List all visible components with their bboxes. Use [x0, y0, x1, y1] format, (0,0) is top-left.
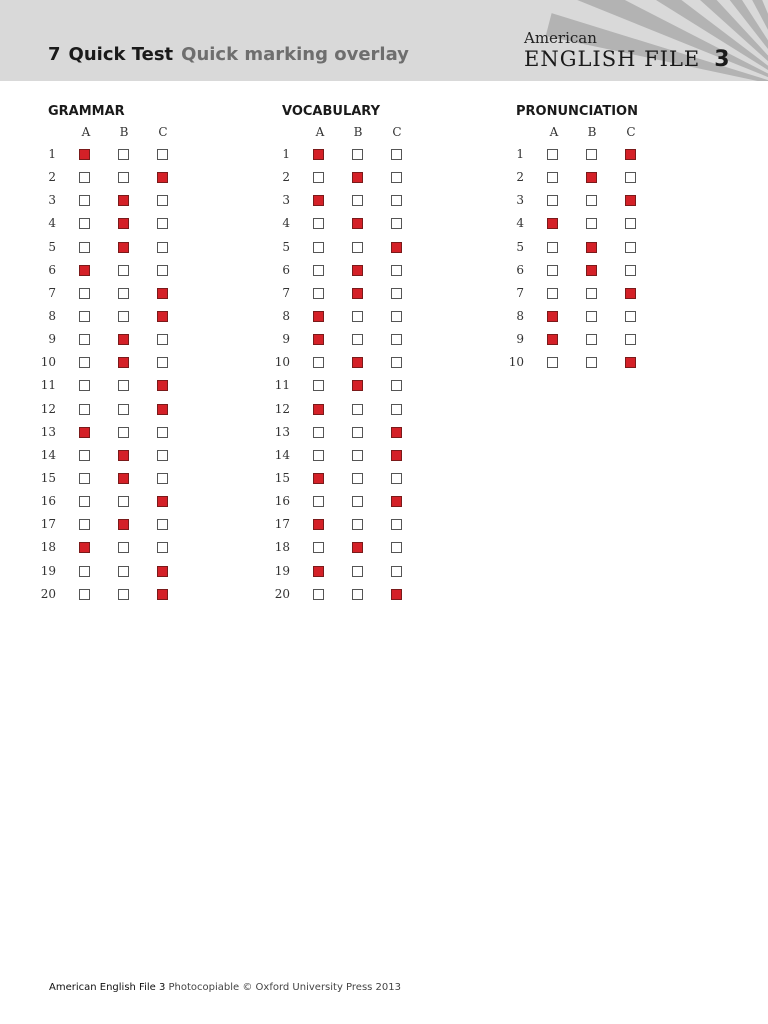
page-footer — [49, 982, 401, 993]
answer-box-marked — [352, 172, 363, 183]
answer-row — [274, 328, 474, 351]
question-number: 12 — [40, 401, 56, 416]
answer-box-marked — [79, 542, 90, 553]
question-number: 8 — [282, 308, 290, 323]
answer-box — [391, 149, 402, 160]
answer-box — [313, 589, 324, 600]
answer-grid — [508, 143, 708, 374]
question-number: 19 — [40, 563, 56, 578]
answer-box — [352, 519, 363, 530]
answer-box-marked — [313, 311, 324, 322]
answer-box — [157, 149, 168, 160]
answer-row — [40, 351, 240, 374]
column-header-a: A — [549, 125, 559, 139]
answer-row — [40, 560, 240, 583]
answer-box-marked — [586, 172, 597, 183]
answer-box — [391, 195, 402, 206]
question-number: 2 — [48, 170, 56, 185]
page-title — [48, 44, 409, 65]
answer-box-marked — [352, 218, 363, 229]
answer-box — [118, 542, 129, 553]
answer-row — [274, 513, 474, 536]
question-number: 3 — [516, 193, 524, 208]
answer-grid — [274, 143, 474, 606]
answer-box — [352, 589, 363, 600]
column-header-c: C — [392, 125, 402, 139]
answer-box — [157, 519, 168, 530]
answer-box — [79, 195, 90, 206]
answer-box — [79, 380, 90, 391]
answer-box — [157, 542, 168, 553]
question-number: 12 — [274, 401, 290, 416]
answer-row — [274, 351, 474, 374]
answer-box — [352, 566, 363, 577]
answer-box — [391, 288, 402, 299]
answer-box — [157, 357, 168, 368]
answer-box — [118, 265, 129, 276]
answer-box — [118, 380, 129, 391]
answer-box — [352, 427, 363, 438]
question-number: 9 — [48, 332, 56, 347]
answer-box-marked — [157, 566, 168, 577]
answer-box — [391, 265, 402, 276]
answer-box — [313, 450, 324, 461]
question-number: 16 — [40, 494, 56, 509]
footer-book-title: American English File 3 — [49, 982, 166, 993]
answer-box — [586, 311, 597, 322]
answer-box — [79, 450, 90, 461]
answer-box — [586, 149, 597, 160]
answer-row — [508, 259, 708, 282]
answer-box-marked — [391, 427, 402, 438]
answer-box-marked — [625, 149, 636, 160]
answer-box — [547, 288, 558, 299]
answer-row — [40, 305, 240, 328]
answer-box — [547, 149, 558, 160]
question-number: 2 — [282, 170, 290, 185]
question-number: 18 — [274, 540, 290, 555]
answer-box — [352, 404, 363, 415]
answer-box-marked — [352, 265, 363, 276]
answer-box — [157, 427, 168, 438]
answer-box — [586, 334, 597, 345]
answer-box — [313, 288, 324, 299]
answer-box — [157, 334, 168, 345]
answer-box — [391, 172, 402, 183]
answer-box — [79, 589, 90, 600]
question-number: 1 — [48, 147, 56, 161]
answer-box — [391, 380, 402, 391]
answer-box-marked — [352, 357, 363, 368]
answer-box-marked — [157, 311, 168, 322]
answer-row — [40, 328, 240, 351]
answer-box-marked — [391, 589, 402, 600]
answer-box-marked — [79, 265, 90, 276]
answer-row — [274, 166, 474, 189]
answer-row — [40, 583, 240, 606]
answer-row — [40, 490, 240, 513]
answer-box-marked — [547, 218, 558, 229]
answer-row — [40, 467, 240, 490]
answer-box — [79, 566, 90, 577]
answer-box-marked — [157, 404, 168, 415]
answer-box-marked — [313, 195, 324, 206]
answer-box — [547, 357, 558, 368]
answer-box-marked — [118, 450, 129, 461]
answer-row — [508, 212, 708, 235]
answer-row — [508, 328, 708, 351]
answer-box — [118, 496, 129, 507]
level-number: 3 — [714, 47, 730, 72]
answer-row — [274, 490, 474, 513]
answer-box — [391, 473, 402, 484]
question-number: 15 — [40, 470, 56, 485]
question-number: 13 — [274, 424, 290, 439]
answer-box-marked — [157, 496, 168, 507]
column-headers — [274, 125, 474, 143]
question-number: 6 — [282, 262, 290, 277]
answer-box-marked — [625, 357, 636, 368]
answer-box — [313, 242, 324, 253]
question-number: 5 — [516, 239, 524, 254]
answer-row — [40, 236, 240, 259]
answer-box — [79, 218, 90, 229]
question-number: 10 — [508, 355, 524, 370]
answer-box — [79, 357, 90, 368]
answer-box-marked — [586, 242, 597, 253]
question-number: 17 — [274, 517, 290, 532]
answer-box-marked — [157, 172, 168, 183]
question-number: 9 — [516, 332, 524, 347]
answer-row — [40, 374, 240, 397]
answer-box — [352, 473, 363, 484]
answer-box — [118, 566, 129, 577]
answer-box-marked — [118, 242, 129, 253]
answer-box — [391, 218, 402, 229]
answer-box — [547, 265, 558, 276]
answer-box — [352, 242, 363, 253]
column-header-a: A — [81, 125, 91, 139]
column-header-b: B — [353, 125, 363, 139]
answer-row — [40, 166, 240, 189]
question-number: 9 — [282, 332, 290, 347]
answer-box-marked — [313, 566, 324, 577]
answer-box-marked — [391, 242, 402, 253]
answer-box — [547, 242, 558, 253]
question-number: 8 — [48, 308, 56, 323]
answer-box — [391, 404, 402, 415]
question-number: 6 — [48, 262, 56, 277]
answer-row — [274, 444, 474, 467]
question-number: 19 — [274, 563, 290, 578]
question-number: 2 — [516, 170, 524, 185]
question-number: 14 — [274, 447, 290, 462]
question-number: 5 — [282, 239, 290, 254]
question-number: 8 — [516, 308, 524, 323]
answer-box — [391, 357, 402, 368]
answer-box — [625, 334, 636, 345]
answer-row — [274, 212, 474, 235]
answer-row — [274, 374, 474, 397]
answer-box — [79, 311, 90, 322]
section-title: PRONUNCIATION — [516, 104, 638, 119]
answer-box — [313, 496, 324, 507]
answer-box — [157, 195, 168, 206]
answer-box — [313, 265, 324, 276]
answer-row — [40, 212, 240, 235]
answer-box — [352, 311, 363, 322]
answer-box-marked — [625, 288, 636, 299]
answer-box-marked — [157, 380, 168, 391]
answer-box — [79, 473, 90, 484]
answer-box — [352, 496, 363, 507]
answer-box-marked — [118, 473, 129, 484]
answer-row — [40, 259, 240, 282]
answer-box — [118, 311, 129, 322]
column-header-c: C — [158, 125, 168, 139]
answer-box — [547, 195, 558, 206]
answer-box-marked — [118, 519, 129, 530]
answer-row — [40, 421, 240, 444]
answer-box — [118, 149, 129, 160]
question-number: 6 — [516, 262, 524, 277]
brand-top-text: American — [524, 29, 597, 47]
answer-box-marked — [547, 311, 558, 322]
answer-box — [157, 473, 168, 484]
question-number: 11 — [40, 378, 56, 393]
answer-row — [274, 467, 474, 490]
answer-row — [40, 189, 240, 212]
answer-row — [274, 398, 474, 421]
answer-row — [274, 143, 474, 166]
column-header-c: C — [626, 125, 636, 139]
answer-box — [118, 589, 129, 600]
answer-box-marked — [118, 357, 129, 368]
answer-box — [118, 172, 129, 183]
answer-box — [157, 450, 168, 461]
question-number: 11 — [274, 378, 290, 393]
brand-logo — [524, 30, 730, 72]
page-header — [0, 0, 768, 81]
answer-row — [508, 351, 708, 374]
column-header-a: A — [315, 125, 325, 139]
answer-box-marked — [352, 380, 363, 391]
question-number: 18 — [40, 540, 56, 555]
answer-box — [391, 519, 402, 530]
brand-main-text: ENGLISH FILE — [524, 47, 701, 71]
answer-row — [508, 189, 708, 212]
answer-box — [586, 357, 597, 368]
answer-box — [313, 380, 324, 391]
answer-box-marked — [586, 265, 597, 276]
answer-box — [79, 404, 90, 415]
answer-row — [40, 143, 240, 166]
answer-box-marked — [157, 589, 168, 600]
answer-row — [274, 560, 474, 583]
answer-box — [625, 242, 636, 253]
answer-box-marked — [118, 218, 129, 229]
answer-row — [274, 583, 474, 606]
answer-box — [391, 311, 402, 322]
column-headers — [508, 125, 708, 143]
answer-row — [508, 143, 708, 166]
answer-box — [118, 427, 129, 438]
question-number: 13 — [40, 424, 56, 439]
answer-row — [274, 282, 474, 305]
answer-row — [274, 421, 474, 444]
answer-box — [79, 172, 90, 183]
answer-row — [274, 259, 474, 282]
question-number: 7 — [48, 285, 56, 300]
answer-row — [508, 166, 708, 189]
question-number: 10 — [40, 355, 56, 370]
answer-box-marked — [352, 542, 363, 553]
section-title: GRAMMAR — [48, 104, 125, 119]
answer-row — [40, 513, 240, 536]
column-header-b: B — [587, 125, 597, 139]
answer-box-marked — [79, 149, 90, 160]
unit-number: 7 — [48, 44, 61, 65]
answer-box — [586, 288, 597, 299]
answer-box — [352, 195, 363, 206]
answer-box — [313, 542, 324, 553]
answer-box — [79, 519, 90, 530]
answer-row — [274, 305, 474, 328]
question-number: 15 — [274, 470, 290, 485]
answer-row — [508, 236, 708, 259]
answer-row — [508, 282, 708, 305]
section-title: VOCABULARY — [282, 104, 381, 119]
answer-box-marked — [313, 404, 324, 415]
answer-row — [274, 236, 474, 259]
answer-box — [586, 218, 597, 229]
answer-row — [274, 189, 474, 212]
grammar-section — [40, 103, 240, 606]
answer-box-marked — [79, 427, 90, 438]
answer-box-marked — [391, 450, 402, 461]
answer-box — [157, 265, 168, 276]
page-subtitle: Quick marking overlay — [181, 44, 409, 65]
answer-box — [547, 172, 558, 183]
vocabulary-section — [274, 103, 474, 606]
answer-row — [40, 282, 240, 305]
answer-box — [79, 242, 90, 253]
answer-box — [391, 566, 402, 577]
answer-box — [79, 496, 90, 507]
answer-box-marked — [625, 195, 636, 206]
answer-box — [586, 195, 597, 206]
answer-box — [157, 242, 168, 253]
answer-box — [352, 149, 363, 160]
question-number: 1 — [516, 147, 524, 161]
question-number: 4 — [48, 216, 56, 231]
answer-box — [313, 218, 324, 229]
question-number: 20 — [40, 586, 56, 601]
answer-box — [79, 334, 90, 345]
answer-box-marked — [313, 149, 324, 160]
question-number: 4 — [516, 216, 524, 231]
answer-box — [313, 357, 324, 368]
column-header-b: B — [119, 125, 129, 139]
answer-box-marked — [313, 334, 324, 345]
answer-box-marked — [313, 519, 324, 530]
answer-row — [40, 444, 240, 467]
question-number: 14 — [40, 447, 56, 462]
footer-copyright: Photocopiable © Oxford University Press 2013 — [168, 982, 402, 993]
question-number: 17 — [40, 517, 56, 532]
question-number: 20 — [274, 586, 290, 601]
answer-box — [391, 542, 402, 553]
answer-box-marked — [313, 473, 324, 484]
pronunciation-section — [508, 103, 708, 374]
column-headers — [40, 125, 240, 143]
answer-box-marked — [157, 288, 168, 299]
answer-box-marked — [391, 496, 402, 507]
question-number: 5 — [48, 239, 56, 254]
question-number: 7 — [282, 285, 290, 300]
answer-row — [40, 398, 240, 421]
answer-box-marked — [118, 195, 129, 206]
answer-box — [313, 172, 324, 183]
question-number: 4 — [282, 216, 290, 231]
question-number: 1 — [282, 147, 290, 161]
answer-grid — [40, 143, 240, 606]
test-name: Quick Test — [68, 44, 174, 65]
question-number: 10 — [274, 355, 290, 370]
answer-box-marked — [352, 288, 363, 299]
answer-box — [625, 218, 636, 229]
question-number: 7 — [516, 285, 524, 300]
answer-box — [625, 172, 636, 183]
answer-box-marked — [118, 334, 129, 345]
answer-box — [313, 427, 324, 438]
answer-box — [391, 334, 402, 345]
answer-box — [79, 288, 90, 299]
question-number: 3 — [48, 193, 56, 208]
answer-box — [118, 288, 129, 299]
answer-box — [625, 265, 636, 276]
answer-row — [40, 536, 240, 559]
answer-row — [508, 305, 708, 328]
answer-box — [118, 404, 129, 415]
question-number: 16 — [274, 494, 290, 509]
answer-box — [157, 218, 168, 229]
question-number: 3 — [282, 193, 290, 208]
answer-box-marked — [547, 334, 558, 345]
answer-row — [274, 536, 474, 559]
answer-box — [625, 311, 636, 322]
answer-box — [352, 334, 363, 345]
answer-box — [352, 450, 363, 461]
